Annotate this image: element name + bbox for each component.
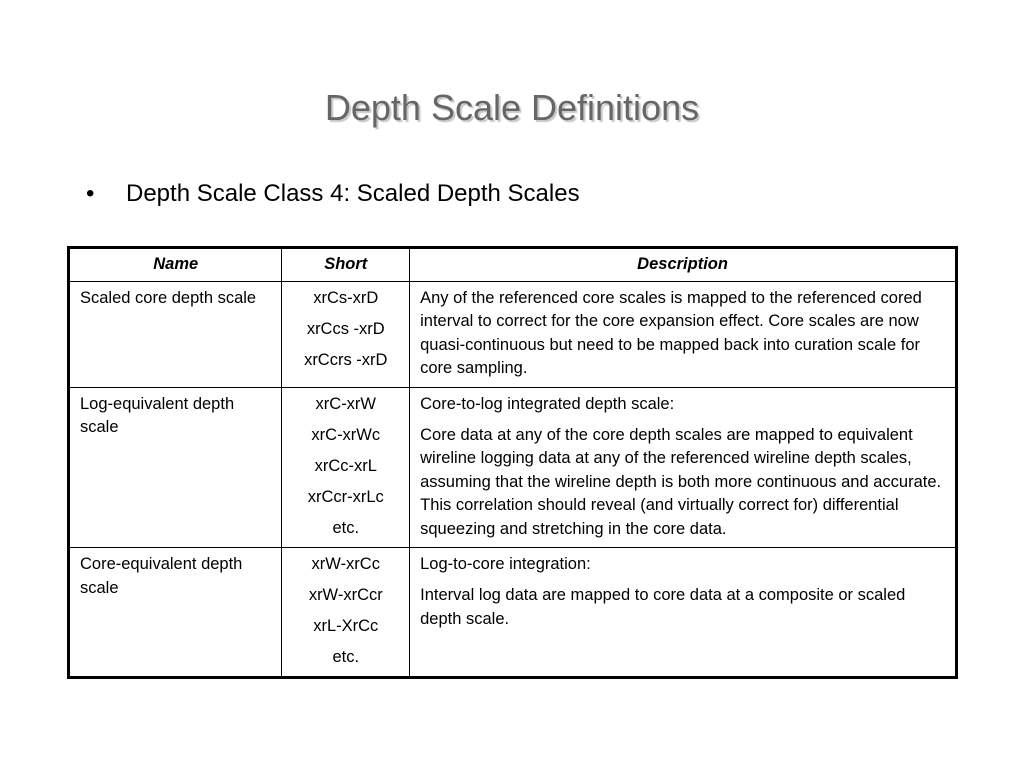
bullet-item: [86, 178, 580, 210]
header-name: Name: [69, 248, 282, 282]
short-code: xrCcrs -xrD: [304, 350, 388, 369]
bullet-text: Depth Scale Class 4: Scaled Depth Scales: [126, 180, 580, 207]
table-row: [69, 281, 957, 387]
depth-scale-table: [67, 246, 958, 679]
short-code: xrC-xrWc: [311, 425, 381, 444]
table-header-row: [69, 248, 957, 282]
description-paragraph: Core data at any of the core depth scales are mapped to equivalent wireline logging data at any of the referenced wireline depth scales, assuming that the wireline depth is both more continuous and accurate. This correlation should reveal (and virtually correct for) differential squeezing and stretching in the core data.: [420, 425, 942, 538]
description-paragraph: Core-to-log integrated depth scale:: [420, 394, 675, 413]
row-name-cell: Log-equivalent depth scale: [69, 387, 282, 548]
description-paragraph: Log-to-core integration:: [420, 555, 591, 573]
bullet-symbol: •: [86, 180, 95, 207]
short-code: xrCcr-xrLc: [307, 487, 384, 506]
short-code: xrC-xrW: [315, 394, 377, 413]
short-code: etc.: [332, 518, 360, 537]
short-code: etc.: [332, 648, 360, 666]
row-short-cell: [282, 548, 410, 678]
row-name-cell: Scaled core depth scale: [69, 281, 282, 387]
header-description: Description: [410, 248, 957, 282]
table-row: [69, 387, 957, 548]
short-code: xrW-xrCc: [311, 555, 380, 573]
short-code: xrCs-xrD: [313, 288, 379, 307]
short-code: xrCc-xrL: [314, 456, 377, 475]
row-name-cell: Core-equivalent depth scale: [69, 548, 282, 678]
row-description-cell: [410, 548, 957, 678]
row-short-cell: [282, 387, 410, 548]
description-paragraph: Interval log data are mapped to core data at a composite or scaled depth scale.: [420, 586, 906, 628]
short-code: xrCcs -xrD: [306, 319, 385, 338]
row-description-cell: [410, 387, 957, 548]
row-description-cell: [410, 281, 957, 387]
row-short-cell: [282, 281, 410, 387]
description-paragraph: Any of the referenced core scales is mapped to the referenced cored interval to correct for the core expansion effect. Core scales are now quasi-continuous but need to be mapped back into curation scale for core sampling.: [420, 288, 922, 377]
table-row: [69, 548, 957, 678]
slide-title: Depth Scale Definitions: [324, 87, 700, 128]
short-code: xrL-XrCc: [313, 617, 379, 635]
short-code: xrW-xrCcr: [308, 586, 383, 604]
header-short: Short: [282, 248, 410, 282]
